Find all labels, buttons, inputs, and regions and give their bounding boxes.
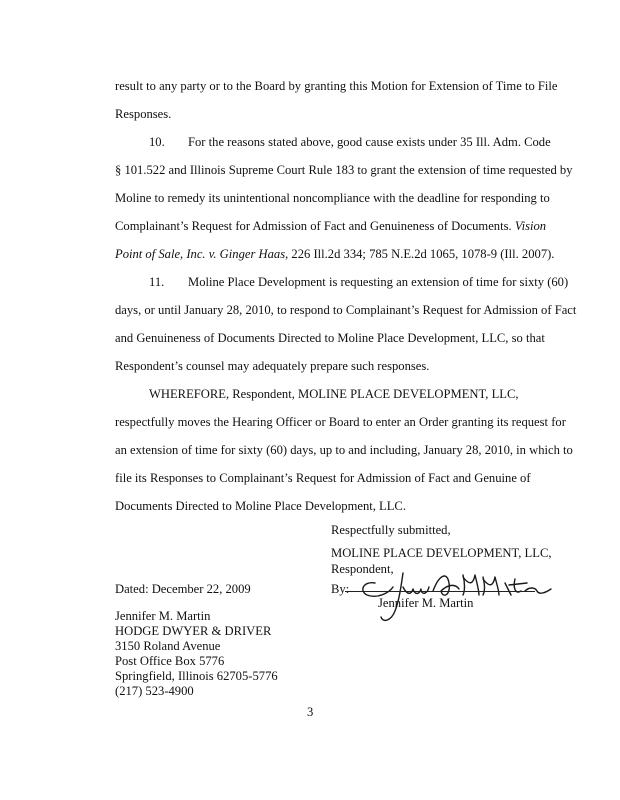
counsel-pobox: Post Office Box 5776 <box>115 654 225 668</box>
party-name: MOLINE PLACE DEVELOPMENT, LLC, <box>331 546 552 560</box>
page-number: 3 <box>307 705 314 719</box>
paragraph-number: 10. <box>149 135 165 149</box>
body-line: file its Responses to Complainant’s Request for Admission of Fact and Genuine of <box>115 471 531 485</box>
by-label: By: <box>331 582 350 596</box>
body-line: WHEREFORE, Respondent, MOLINE PLACE DEVELOPMENT, LLC, <box>149 387 519 401</box>
closing: Respectfully submitted, <box>331 523 451 537</box>
body-line: Moline to remedy its unintentional noncompliance with the deadline for responding to <box>115 191 550 205</box>
body-text: 226 Ill.2d 334; 785 N.E.2d 1065, 1078-9 (Ill. 2007). <box>291 247 555 261</box>
body-line: an extension of time for sixty (60) days, up to and including, January 28, 2010, in which to <box>115 443 573 457</box>
body-line: § 101.522 and Illinois Supreme Court Rule 183 to grant the extension of time requested by <box>115 163 573 177</box>
body-line: respectfully moves the Hearing Officer or Board to enter an Order granting its request for <box>115 415 566 429</box>
body-line <box>115 219 546 234</box>
body-line: and Genuineness of Documents Directed to Moline Place Development, LLC, so that <box>115 331 545 345</box>
signer-name: Jennifer M. Martin <box>378 596 474 610</box>
body-line: Respondent’s counsel may adequately prepare such responses. <box>115 359 430 373</box>
counsel-address <box>115 609 278 699</box>
case-citation: Point of Sale, Inc. v. Ginger Haas, <box>115 247 289 261</box>
counsel-name: Jennifer M. Martin <box>115 609 211 623</box>
body-text: Complainant’s Request for Admission of Fact and Genuineness of Documents. <box>115 219 512 233</box>
case-citation: Vision <box>514 219 547 233</box>
date-line: Dated: December 22, 2009 <box>115 582 251 596</box>
signature-line <box>345 591 535 592</box>
counsel-city: Springfield, Illinois 62705-5776 <box>115 669 278 683</box>
handwritten-signature <box>355 565 560 625</box>
body-line: days, or until January 28, 2010, to respond to Complainant’s Request for Admission of Fact <box>115 303 577 317</box>
body-line: Moline Place Development is requesting an extension of time for sixty (60) <box>188 275 569 289</box>
body-line: For the reasons stated above, good cause exists under 35 Ill. Adm. Code <box>188 135 551 149</box>
body-line: Responses. <box>115 107 172 121</box>
body-line: Documents Directed to Moline Place Development, LLC. <box>115 499 406 513</box>
counsel-phone: (217) 523-4900 <box>115 684 194 698</box>
counsel-firm: HODGE DWYER & DRIVER <box>115 624 272 638</box>
counsel-street: 3150 Roland Avenue <box>115 639 221 653</box>
body-line <box>115 247 554 262</box>
paragraph-number: 11. <box>149 275 165 289</box>
party-role: Respondent, <box>331 562 394 576</box>
body-line: result to any party or to the Board by granting this Motion for Extension of Time to File <box>115 79 558 93</box>
